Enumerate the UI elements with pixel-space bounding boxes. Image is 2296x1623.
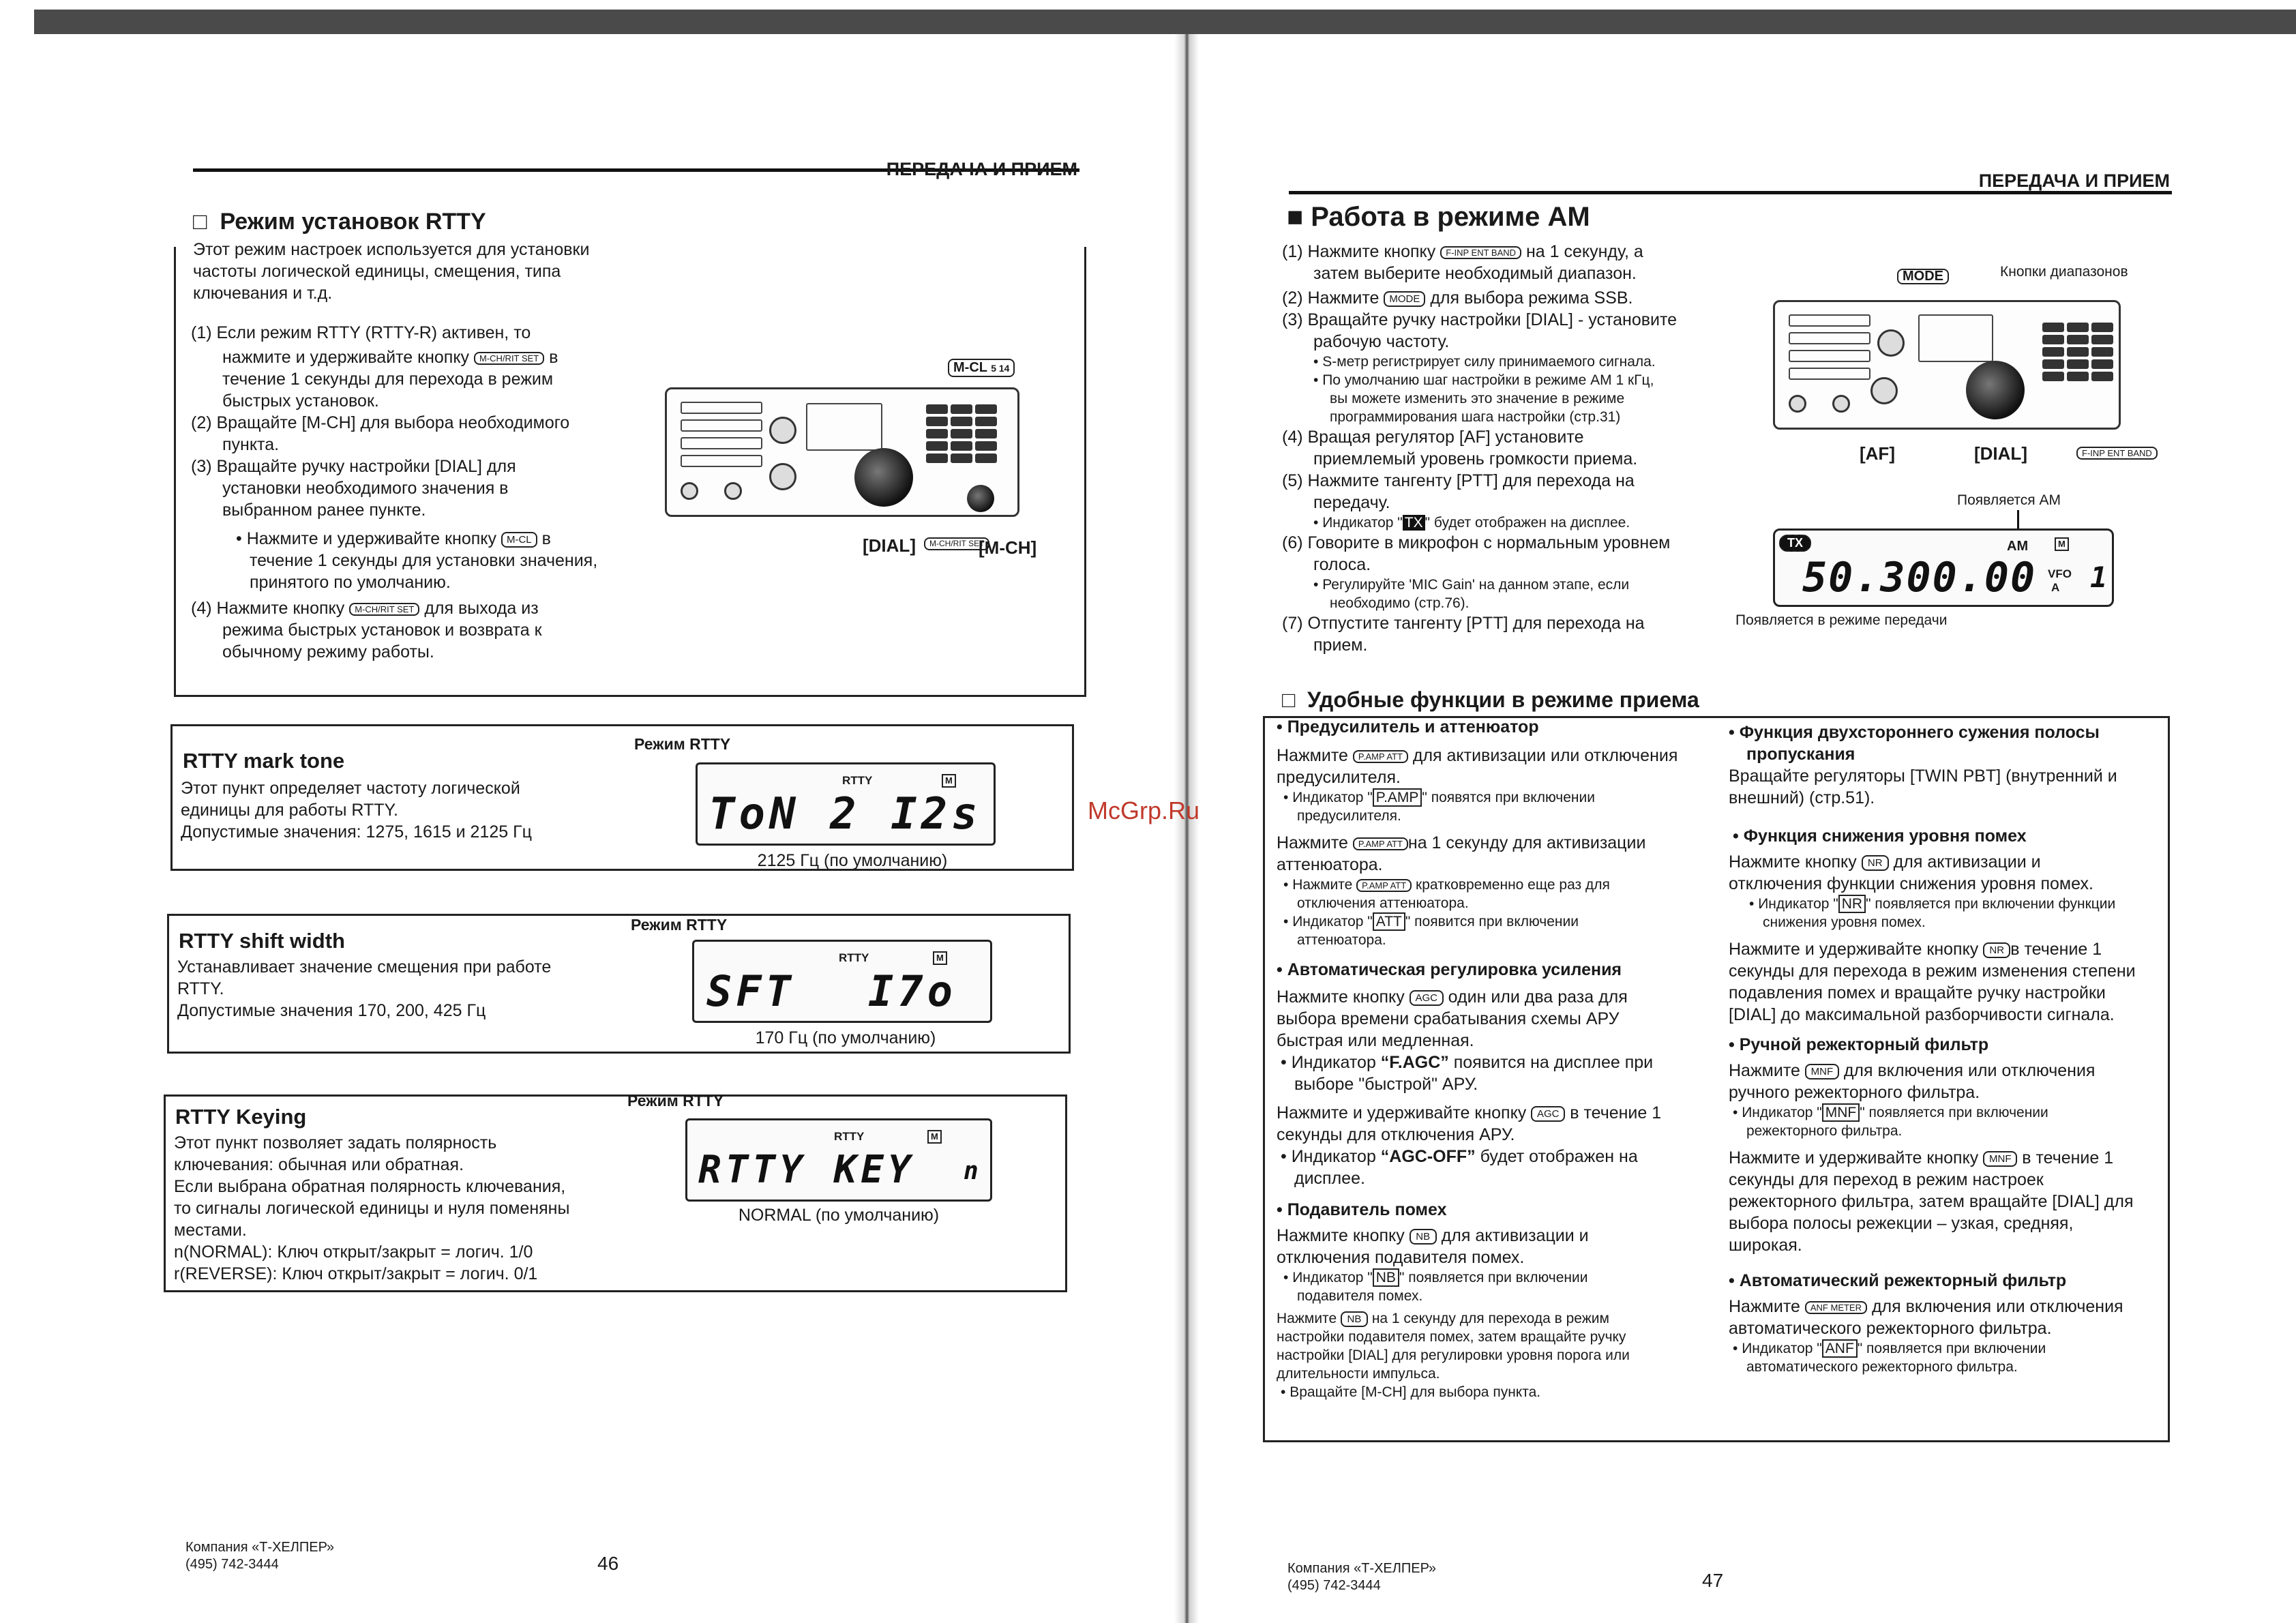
text: в (549, 348, 558, 367)
panel-slot (681, 402, 762, 414)
agc-key: AGC (1531, 1106, 1565, 1122)
mnf-indicator: MNF (1822, 1103, 1860, 1122)
text: Индикатор (1291, 1147, 1381, 1166)
line: настройки [DIAL] для регулировки уровня порога или (1277, 1347, 1630, 1363)
keying-desc (174, 1132, 569, 1285)
line: (495) 742-3444 (1287, 1578, 1381, 1593)
nr-key: NR (1983, 942, 2010, 958)
line: (495) 742-3444 (185, 1557, 279, 1572)
line: прием. (1313, 636, 1368, 655)
rtty-settings-title: □ Режим установок RTTY (193, 209, 486, 235)
line (1729, 1060, 2172, 1082)
band-buttons (2042, 323, 2113, 381)
mode-label: Режим RTTY (631, 916, 728, 934)
mch-knob (967, 485, 994, 512)
text: Нажмите и удерживайте кнопку (1729, 940, 1979, 959)
line: (7) Отпустите тангенту [PTT] для перехода на (1282, 614, 1645, 633)
mode-label: Режим RTTY (627, 1092, 724, 1110)
line: (4) Вращая регулятор [AF] установите (1282, 428, 1584, 447)
shift-width-title: RTTY shift width (179, 929, 345, 953)
line: Если выбрана обратная полярность ключевания, (174, 1177, 566, 1196)
anf-indicator: ANF (1822, 1339, 1858, 1358)
text: Индикатор " (1758, 896, 1838, 912)
mch-rit-set-diagram-key: M-CH/RIT SET (924, 537, 989, 550)
line: то сигналы логической единицы и нуля поменяны (174, 1199, 570, 1218)
book-spine (1174, 34, 1199, 1623)
line: предусилителя. (1277, 768, 1401, 787)
line (1277, 1102, 1713, 1124)
line: пункта. (222, 435, 280, 454)
mch-label: [M-CH] (979, 537, 1037, 558)
line: приемлемый уровень громкости приема. (1313, 449, 1638, 468)
mark-tone-title: RTTY mark tone (183, 749, 345, 773)
mode-label: Режим RTTY (634, 735, 731, 753)
line: отключения аттенюатора. (1297, 895, 1469, 911)
line: ручного режекторного фильтра. (1729, 1083, 1980, 1102)
watermark: McGrp.Ru (1088, 796, 1200, 824)
line: • Вращайте [M-CH] для выбора пункта. (1277, 1383, 1713, 1401)
text: Индикатор " (1742, 1341, 1822, 1356)
text: " появляется при включении функции (1866, 896, 2116, 912)
line (1277, 1146, 1713, 1167)
memory-icon: M (927, 1130, 942, 1144)
preamp-title: • Предусилитель и аттенюатор (1277, 716, 1713, 738)
line: быстрых установок. (222, 391, 379, 411)
finp-ent-band-diagram-key: F-INP ENT BAND (2076, 447, 2158, 460)
text: " появятся при включении (1422, 790, 1595, 805)
line (1277, 986, 1713, 1008)
dial-knob (854, 448, 913, 507)
panel-slot (1789, 350, 1870, 362)
line: Вращайте регуляторы [TWIN PBT] (внутренний и (1729, 766, 2117, 786)
lcd-readout: ToN 2 I2s (709, 789, 982, 839)
text: " появляется при включении (1399, 1270, 1588, 1285)
line: секунды для переход в режим настроек (1729, 1170, 2044, 1189)
text: Нажмите и удерживайте кнопку (1277, 1103, 1527, 1122)
rtty-settings-title-text: Режим установок RTTY (220, 209, 486, 235)
line: режима быстрых установок и возврата к (222, 621, 542, 640)
text: Нажмите (1277, 1311, 1337, 1326)
agc-key: AGC (1410, 990, 1444, 1006)
twin-pbt-knob (769, 417, 796, 444)
line: • Регулируйте 'MIC Gain' на данном этапе, если (1282, 576, 1746, 594)
line: Устанавливает значение смещения при работе (177, 957, 552, 977)
line: затем выберите необходимый диапазон. (1313, 264, 1637, 283)
rx-col-left (1277, 716, 1713, 1401)
mode-key: MODE (1384, 291, 1425, 307)
text: для активизации или отключения (1412, 746, 1678, 765)
am-indicator: AM (2007, 539, 2029, 554)
lcd-readout-right: n (964, 1157, 983, 1185)
radio-front-panel (665, 387, 1019, 517)
line: пропускания (1746, 745, 1855, 764)
line: установки необходимого значения в (222, 479, 509, 498)
memory-icon: M (942, 774, 956, 788)
am-appears-note: Появляется AM (1957, 492, 2061, 508)
line (1729, 1103, 2172, 1122)
mcl-key: M-CL (501, 532, 537, 548)
panel-display (1918, 314, 1993, 362)
mch-rit-set-key: M-CH/RIT SET (349, 603, 419, 616)
line: Этот пункт определяет частоту логической (181, 779, 520, 798)
text: (1) Нажмите кнопку (1282, 242, 1436, 261)
agc-off-indicator: “AGC-OFF” (1380, 1147, 1476, 1166)
lcd-readout-right: I7o (868, 966, 957, 1016)
rx-col-right (1729, 721, 2172, 1376)
text: Нажмите кнопку (1277, 987, 1405, 1007)
am-title-text: Работа в режиме AM (1311, 202, 1590, 232)
line: автоматического режекторного фильтра. (1746, 1359, 2018, 1375)
line: аттенюатора. (1297, 932, 1386, 948)
line: ключевания: обычная или обратная. (174, 1155, 464, 1174)
text: " появится при включении (1405, 914, 1579, 929)
mch-rit-set-key: M-CH/RIT SET (474, 352, 544, 365)
line: голоса. (1313, 555, 1371, 574)
line: течение 1 секунды для установки значения, (250, 551, 598, 570)
line: RTTY. (177, 979, 224, 998)
line: подавления помех и вращайте ручку настройки (1729, 983, 2106, 1002)
rx-title: □ Удобные функции в режиме приема (1282, 687, 1699, 712)
memory-icon: M (933, 951, 947, 965)
line: быстрая или медленная. (1277, 1031, 1474, 1050)
line (1729, 851, 2172, 873)
mic-jack (1789, 395, 1806, 413)
am-steps (1282, 241, 1746, 656)
line: выбора времени срабатывания схемы АРУ (1277, 1009, 1620, 1028)
nb-title: • Подавитель помех (1277, 1199, 1713, 1221)
line: n(NORMAL): Ключ открыт/закрыт = логич. 1/0 (174, 1242, 533, 1262)
nb-key: NB (1341, 1311, 1368, 1327)
line: секунды для отключения АРУ. (1277, 1125, 1515, 1144)
text: Индикатор " (1292, 1270, 1373, 1285)
line: длительности импульса. (1277, 1366, 1440, 1382)
text: M-CL (953, 360, 987, 375)
line: режекторного фильтра, затем вращайте [DIAL] для (1729, 1192, 2134, 1211)
panel-display (806, 403, 882, 451)
line: отключения функции снижения уровня помех. (1729, 874, 2093, 893)
text: появится на дисплее при (1448, 1053, 1654, 1072)
panel-slot (1789, 314, 1870, 327)
line: выбранном ранее пункте. (222, 501, 426, 520)
page-number: 46 (597, 1553, 619, 1574)
text: один или два раза для (1448, 987, 1628, 1007)
panel-slot (681, 419, 762, 432)
line (1729, 895, 2172, 913)
line: (3) Вращайте ручку настройки [DIAL] для (191, 457, 516, 476)
pamp-att-key: P.AMP ATT (1353, 837, 1408, 850)
line: • S-метр регистрирует силу принимаемого сигнала. (1282, 353, 1746, 371)
anf-title: • Автоматический режекторный фильтр (1729, 1270, 2172, 1292)
line: необходимо (стр.76). (1330, 595, 1470, 611)
line: Компания «Т-ХЕЛПЕР» (185, 1540, 334, 1555)
tx-indicator: TX (1779, 535, 1811, 552)
pointer-line (2017, 510, 2019, 531)
line: предусилителя. (1297, 808, 1401, 824)
af-knob (769, 463, 796, 490)
text: в течение 1 (2010, 940, 2102, 959)
keying-title: RTTY Keying (175, 1105, 307, 1129)
memory-icon: M (2055, 537, 2069, 551)
line (1282, 287, 1746, 309)
line (1277, 1225, 1713, 1247)
line: выборе "быстрой" АРУ. (1294, 1075, 1478, 1094)
line: вы можете изменить это значение в режиме (1330, 391, 1625, 406)
radio-front-panel (1773, 300, 2121, 430)
text: Нажмите и удерживайте кнопку (246, 529, 497, 548)
nr-key: NR (1862, 855, 1889, 871)
anf-meter-key: ANF METER (1805, 1301, 1867, 1314)
line: аттенюатора. (1277, 855, 1383, 874)
line: (6) Говорите в микрофон с нормальным уровнем (1282, 533, 1671, 552)
text: Нажмите кнопку (1729, 852, 1857, 872)
dial-label: [DIAL] (1974, 443, 2027, 464)
text: в (541, 529, 551, 548)
line (1729, 1296, 2172, 1317)
line (1277, 1052, 1713, 1073)
line (1729, 1339, 2172, 1358)
keying-caption: NORMAL (по умолчанию) (738, 1206, 940, 1225)
line: Компания «Т-ХЕЛПЕР» (1287, 1561, 1436, 1576)
line: обычному режиму работы. (222, 642, 434, 661)
frequency-readout: 50.300.00 (1802, 554, 2037, 601)
text: " появляется при включении (1857, 1341, 2046, 1356)
page-number: 47 (1702, 1570, 1724, 1591)
line (191, 346, 634, 368)
mark-tone-desc (181, 777, 532, 843)
line (1277, 1268, 1713, 1287)
text: Индикатор " (1322, 515, 1403, 531)
text: Нажмите (1729, 1061, 1800, 1080)
shift-width-caption: 170 Гц (по умолчанию) (755, 1028, 936, 1047)
panel-slot (681, 455, 762, 467)
mnf-key: MNF (1805, 1064, 1839, 1079)
mcl-label (948, 359, 1015, 377)
text: Нажмите кнопку (1277, 1226, 1405, 1245)
line: • По умолчанию шаг настройки в режиме АМ 1 кГц, (1282, 371, 1746, 389)
lcd-rtty-label: RTTY (839, 951, 869, 964)
text: Нажмите и удерживайте кнопку (1729, 1148, 1979, 1167)
text: для выхода из (424, 599, 539, 618)
line: (3) Вращайте ручку настройки [DIAL] - установите (1282, 310, 1678, 329)
nr-indicator: NR (1838, 895, 1866, 913)
scan-top-bar (34, 10, 2296, 34)
vfo-indicator: VFO (2048, 567, 2072, 580)
text: в течение 1 (2022, 1148, 2114, 1167)
twin-pbt-title: • Функция двухстороннего сужения полосы (1729, 721, 2172, 743)
agc-title: • Автоматическая регулировка усиления (1277, 959, 1713, 981)
line (1277, 745, 1713, 766)
line (1277, 876, 1713, 894)
footer-company (1287, 1560, 1436, 1594)
shift-width-desc (177, 956, 551, 1022)
line: дисплее. (1294, 1169, 1365, 1188)
band-buttons-label: Кнопки диапазонов (2000, 264, 2128, 280)
mnf-key: MNF (1983, 1151, 2017, 1167)
tx-indicator: TX (1403, 515, 1425, 531)
line: ключевания и т.д. (193, 284, 333, 303)
line: (5) Нажмите тангенту [PTT] для перехода на (1282, 471, 1635, 490)
text: Индикатор " (1742, 1105, 1822, 1120)
line: снижения уровня помех. (1763, 914, 1926, 930)
line: отключения подавителя помех. (1277, 1248, 1525, 1267)
line (1282, 241, 1746, 263)
text: для активизации и (1893, 852, 2041, 872)
line: Этот пункт позволяет задать полярность (174, 1133, 497, 1152)
line (191, 597, 634, 619)
af-label: [AF] (1860, 443, 1895, 464)
text: кратковременно еще раз для (1416, 877, 1610, 893)
text: Нажмите (1277, 833, 1348, 852)
af-knob (1870, 377, 1898, 404)
line: r(REVERSE): Ключ открыт/закрыт = логич. 0/1 (174, 1264, 538, 1283)
line: выбора полосы режекции – узкая, средняя, (1729, 1214, 2074, 1233)
text: (2) Нажмите (1282, 288, 1380, 308)
text: Индикатор (1291, 1053, 1381, 1072)
finp-ent-band-key: F-INP ENT BAND (1440, 246, 1521, 259)
text: Нажмите (1277, 746, 1348, 765)
line: Допустимые значения: 1275, 1615 и 2125 Гц (181, 822, 532, 842)
line: единицы для работы RTTY. (181, 801, 398, 820)
text: в течение 1 (1570, 1103, 1662, 1122)
text: на 1 секунду, а (1526, 242, 1643, 261)
line: внешний) (стр.51). (1729, 788, 1875, 807)
line: программирования шага настройки (стр.31) (1330, 409, 1621, 425)
text: Индикатор " (1292, 914, 1373, 929)
line: [DIAL] до максимальной разборчивости сигнала. (1729, 1005, 2115, 1024)
text: для включения или отключения (1871, 1297, 2123, 1316)
line: частоты логической единицы, смещения, типа (193, 262, 561, 281)
mnf-title: • Ручной режекторный фильтр (1729, 1034, 2172, 1056)
text: для выбора режима SSB. (1430, 288, 1633, 308)
line: течение 1 секунды для перехода в режим (222, 370, 554, 389)
nb-indicator: NB (1373, 1268, 1399, 1287)
att-indicator: ATT (1373, 912, 1405, 931)
phones-jack (1832, 395, 1850, 413)
line: Этот режим настроек используется для установки (193, 240, 590, 259)
line (1282, 513, 1746, 532)
section-header: ПЕРЕДАЧА И ПРИЕМ (886, 159, 1077, 179)
lcd-readout-left: SFT (706, 966, 795, 1016)
pamp-att-key: P.AMP ATT (1356, 879, 1412, 892)
dial-knob (1966, 361, 2025, 419)
line: подавителя помех. (1297, 1288, 1423, 1304)
band-buttons (926, 404, 997, 463)
am-lcd (1773, 528, 2114, 607)
line: автоматического режекторного фильтра. (1729, 1319, 2052, 1338)
am-title: ■ Работа в режиме AM (1287, 202, 1590, 232)
mic-jack (681, 482, 698, 500)
text: (4) Нажмите кнопку (191, 599, 345, 618)
line (1729, 1147, 2172, 1169)
line (1277, 788, 1713, 807)
tx-appears-note: Появляется в режиме передачи (1735, 612, 1948, 628)
text: Нажмите (1729, 1297, 1800, 1316)
rtty-intro (193, 239, 589, 304)
mode-diagram-key: MODE (1897, 269, 1949, 284)
mark-tone-caption: 2125 Гц (по умолчанию) (757, 851, 948, 870)
text: " появляется при включении (1860, 1105, 2048, 1120)
text: нажмите и удерживайте кнопку (222, 348, 470, 367)
mark-tone-lcd (696, 762, 996, 846)
line (1729, 938, 2172, 960)
lcd-rtty-label: RTTY (834, 1130, 865, 1143)
pamp-att-key: P.AMP ATT (1353, 750, 1408, 763)
section-header: ПЕРЕДАЧА И ПРИЕМ (1978, 170, 2170, 191)
text: для включения или отключения (1843, 1061, 2096, 1080)
line (1277, 912, 1713, 931)
text: будет отображен на (1475, 1147, 1638, 1166)
nb-key: NB (1410, 1229, 1437, 1245)
line: рабочую частоту. (1313, 332, 1450, 351)
twin-pbt-knob (1877, 329, 1905, 357)
line: принятого по умолчанию. (250, 573, 451, 592)
text: Индикатор " (1292, 790, 1373, 805)
line (191, 528, 634, 550)
line: Допустимые значения 170, 200, 425 Гц (177, 1001, 486, 1020)
panel-slot (681, 437, 762, 449)
panel-slot (1789, 332, 1870, 344)
line: секунды для перехода в режим изменения степени (1729, 962, 2136, 981)
line (1277, 1309, 1713, 1328)
nr-title: • Функция снижения уровня помех (1729, 825, 2172, 847)
text: 5 14 (991, 363, 1010, 374)
keying-lcd (685, 1118, 992, 1202)
fagc-indicator: “F.AGC” (1380, 1053, 1449, 1072)
dial-label: [DIAL] (863, 535, 916, 556)
line: режекторного фильтра. (1746, 1123, 1903, 1139)
footer-company (185, 1539, 334, 1573)
rx-title-text: Удобные функции в режиме приема (1307, 687, 1699, 712)
lcd-rtty-label: RTTY (842, 774, 873, 787)
phones-jack (724, 482, 742, 500)
line: местами. (174, 1221, 247, 1240)
line: широкая. (1729, 1236, 1802, 1255)
text: на 1 секунду для активизации (1407, 833, 1646, 852)
text: " будет отображен на дисплее. (1425, 515, 1630, 531)
text: для активизации и (1441, 1226, 1589, 1245)
pamp-indicator: P.AMP (1373, 788, 1422, 807)
line: настройки подавителя помех, затем вращайте ручку (1277, 1329, 1626, 1345)
line: (1) Если режим RTTY (RTTY-R) активен, то (191, 323, 531, 342)
line (1277, 832, 1713, 854)
text: Нажмите (1292, 877, 1353, 893)
text: на 1 секунду для перехода в режим (1371, 1311, 1609, 1326)
shift-width-lcd (692, 940, 992, 1023)
line: (2) Вращайте [M-CH] для выбора необходимого (191, 413, 570, 432)
vfo-a-indicator: A (2051, 581, 2060, 594)
lcd-readout-left: RTTY KEY (698, 1148, 915, 1192)
rtty-steps (191, 322, 634, 663)
panel-slot (1789, 368, 1870, 380)
digit-readout: 1 (2090, 561, 2112, 594)
line: передачу. (1313, 493, 1390, 512)
